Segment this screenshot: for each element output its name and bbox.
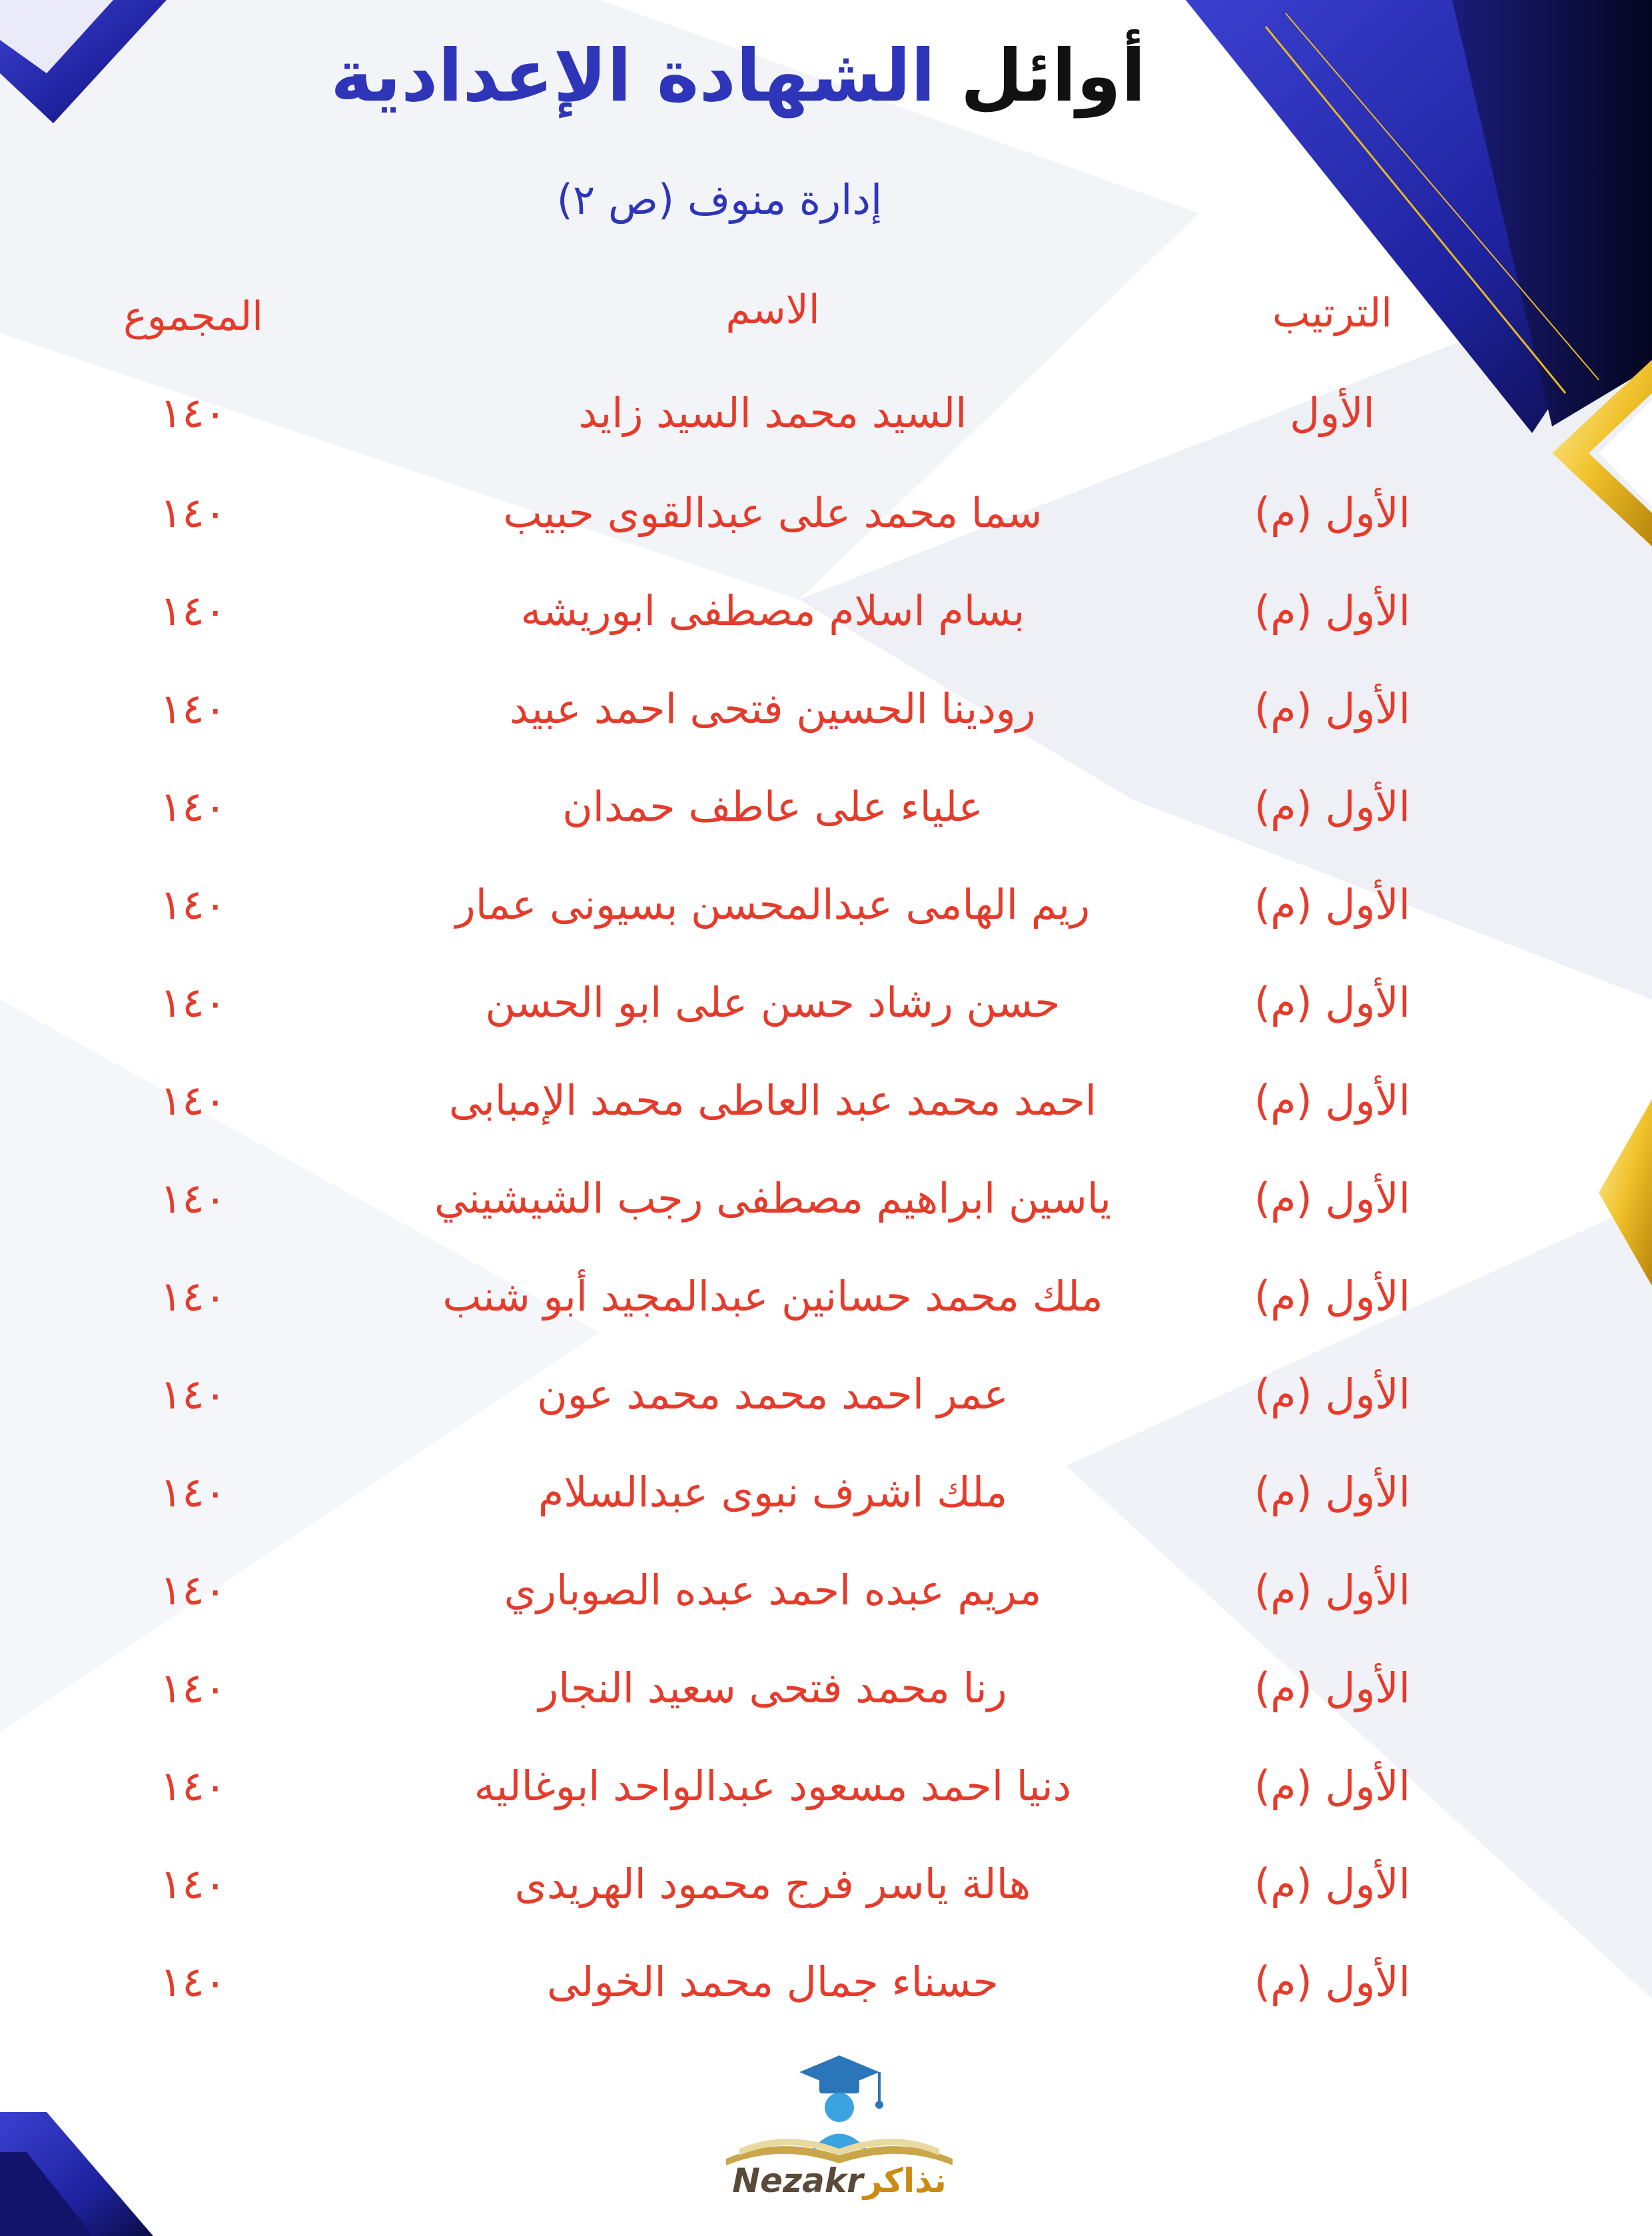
row-rank: الأول (م) <box>1254 1860 1411 1908</box>
row-name: دنيا احمد مسعود عبدالواحد ابوغاليه <box>474 1762 1072 1810</box>
row-total: ١٤٠ <box>160 1957 226 2006</box>
row-name: ملك محمد حسانين عبدالمجيد أبو شنب <box>442 1272 1103 1321</box>
table-row <box>0 875 1652 961</box>
row-total: ١٤٠ <box>160 1762 226 1810</box>
row-name: ياسين ابراهيم مصطفى رجب الشيشيني <box>434 1174 1111 1223</box>
row-name: علياء على عاطف حمدان <box>562 782 983 831</box>
logo-latin: Nezakr <box>732 2161 863 2200</box>
row-name: عمر احمد محمد محمد عون <box>537 1370 1009 1418</box>
table-row <box>0 1462 1652 1549</box>
row-total: ١٤٠ <box>160 1272 226 1321</box>
row-rank: الأول (م) <box>1254 586 1411 635</box>
table-row <box>0 679 1652 766</box>
row-total: ١٤٠ <box>160 388 226 437</box>
logo-wordmark <box>719 2157 959 2204</box>
row-total: ١٤٠ <box>160 1664 226 1712</box>
table-row <box>0 777 1652 863</box>
row-name: حسناء جمال محمد الخولى <box>547 1957 999 2006</box>
row-rank: الأول (م) <box>1254 1762 1411 1810</box>
column-header-name: الاسم <box>725 286 820 333</box>
page-title <box>330 27 1146 127</box>
table-row <box>0 1267 1652 1353</box>
table-row <box>0 973 1652 1059</box>
row-rank: الأول (م) <box>1254 1957 1411 2006</box>
table-row <box>0 483 1652 570</box>
column-header-total: المجموع <box>123 293 263 340</box>
table-row <box>0 1756 1652 1843</box>
row-name: بسام اسلام مصطفى ابوريشه <box>520 586 1025 635</box>
table-row <box>0 1952 1652 2039</box>
row-total: ١٤٠ <box>160 1370 226 1418</box>
row-total: ١٤٠ <box>160 1076 226 1125</box>
row-rank: الأول (م) <box>1254 1174 1411 1223</box>
row-name: ملك اشرف نبوى عبدالسلام <box>538 1468 1008 1516</box>
title-word-primary: أوائل <box>960 35 1146 118</box>
row-rank: الأول (م) <box>1254 782 1411 831</box>
row-total: ١٤٠ <box>160 586 226 635</box>
row-rank: الأول (م) <box>1254 978 1411 1027</box>
logo-arabic: نذاكر <box>863 2161 947 2200</box>
row-name: رودينا الحسين فتحى احمد عبيد <box>510 684 1036 733</box>
table-row <box>0 1658 1652 1745</box>
table-row <box>0 1071 1652 1157</box>
table-row <box>0 1169 1652 1255</box>
row-total: ١٤٠ <box>160 880 226 929</box>
row-rank: الأول (م) <box>1254 880 1411 929</box>
row-rank: الأول (م) <box>1254 488 1411 537</box>
row-rank: الأول (م) <box>1254 1664 1411 1712</box>
table-row <box>0 1854 1652 1941</box>
row-name: السيد محمد السيد زايد <box>578 388 967 437</box>
row-total: ١٤٠ <box>160 782 226 831</box>
row-total: ١٤٠ <box>160 978 226 1027</box>
row-total: ١٤٠ <box>160 1468 226 1516</box>
row-rank: الأول (م) <box>1254 1468 1411 1516</box>
row-name: هالة ياسر فرج محمود الهريدى <box>514 1860 1031 1908</box>
row-total: ١٤٠ <box>160 488 226 537</box>
row-total: ١٤٠ <box>160 1566 226 1614</box>
row-total: ١٤٠ <box>160 1860 226 1908</box>
row-rank: الأول (م) <box>1254 1272 1411 1321</box>
column-header-rank: الترتيب <box>1272 290 1392 336</box>
row-name: ريم الهامى عبدالمحسن بسيونى عمار <box>455 880 1090 929</box>
row-rank: الأول (م) <box>1254 684 1411 733</box>
row-rank: الأول <box>1290 388 1375 437</box>
row-rank: الأول (م) <box>1254 1076 1411 1125</box>
table-row <box>0 1560 1652 1647</box>
row-name: احمد محمد عبد العاطى محمد الإمبابى <box>448 1076 1097 1125</box>
table-row <box>0 581 1652 668</box>
subtitle: إدارة منوف (ص ٢) <box>556 175 883 224</box>
row-total: ١٤٠ <box>160 1174 226 1223</box>
row-total: ١٤٠ <box>160 684 226 733</box>
row-name: مريم عبده احمد عبده الصوباري <box>504 1566 1042 1614</box>
row-name: حسن رشاد حسن على ابو الحسن <box>485 978 1060 1027</box>
row-rank: الأول (م) <box>1254 1370 1411 1418</box>
table-row <box>0 383 1652 470</box>
row-name: رنا محمد فتحى سعيد النجار <box>538 1664 1007 1712</box>
row-name: سما محمد على عبدالقوى حبيب <box>503 488 1042 537</box>
row-rank: الأول (م) <box>1254 1566 1411 1614</box>
title-word-secondary: الشهادة الإعدادية <box>330 35 936 118</box>
table-row <box>0 1365 1652 1451</box>
